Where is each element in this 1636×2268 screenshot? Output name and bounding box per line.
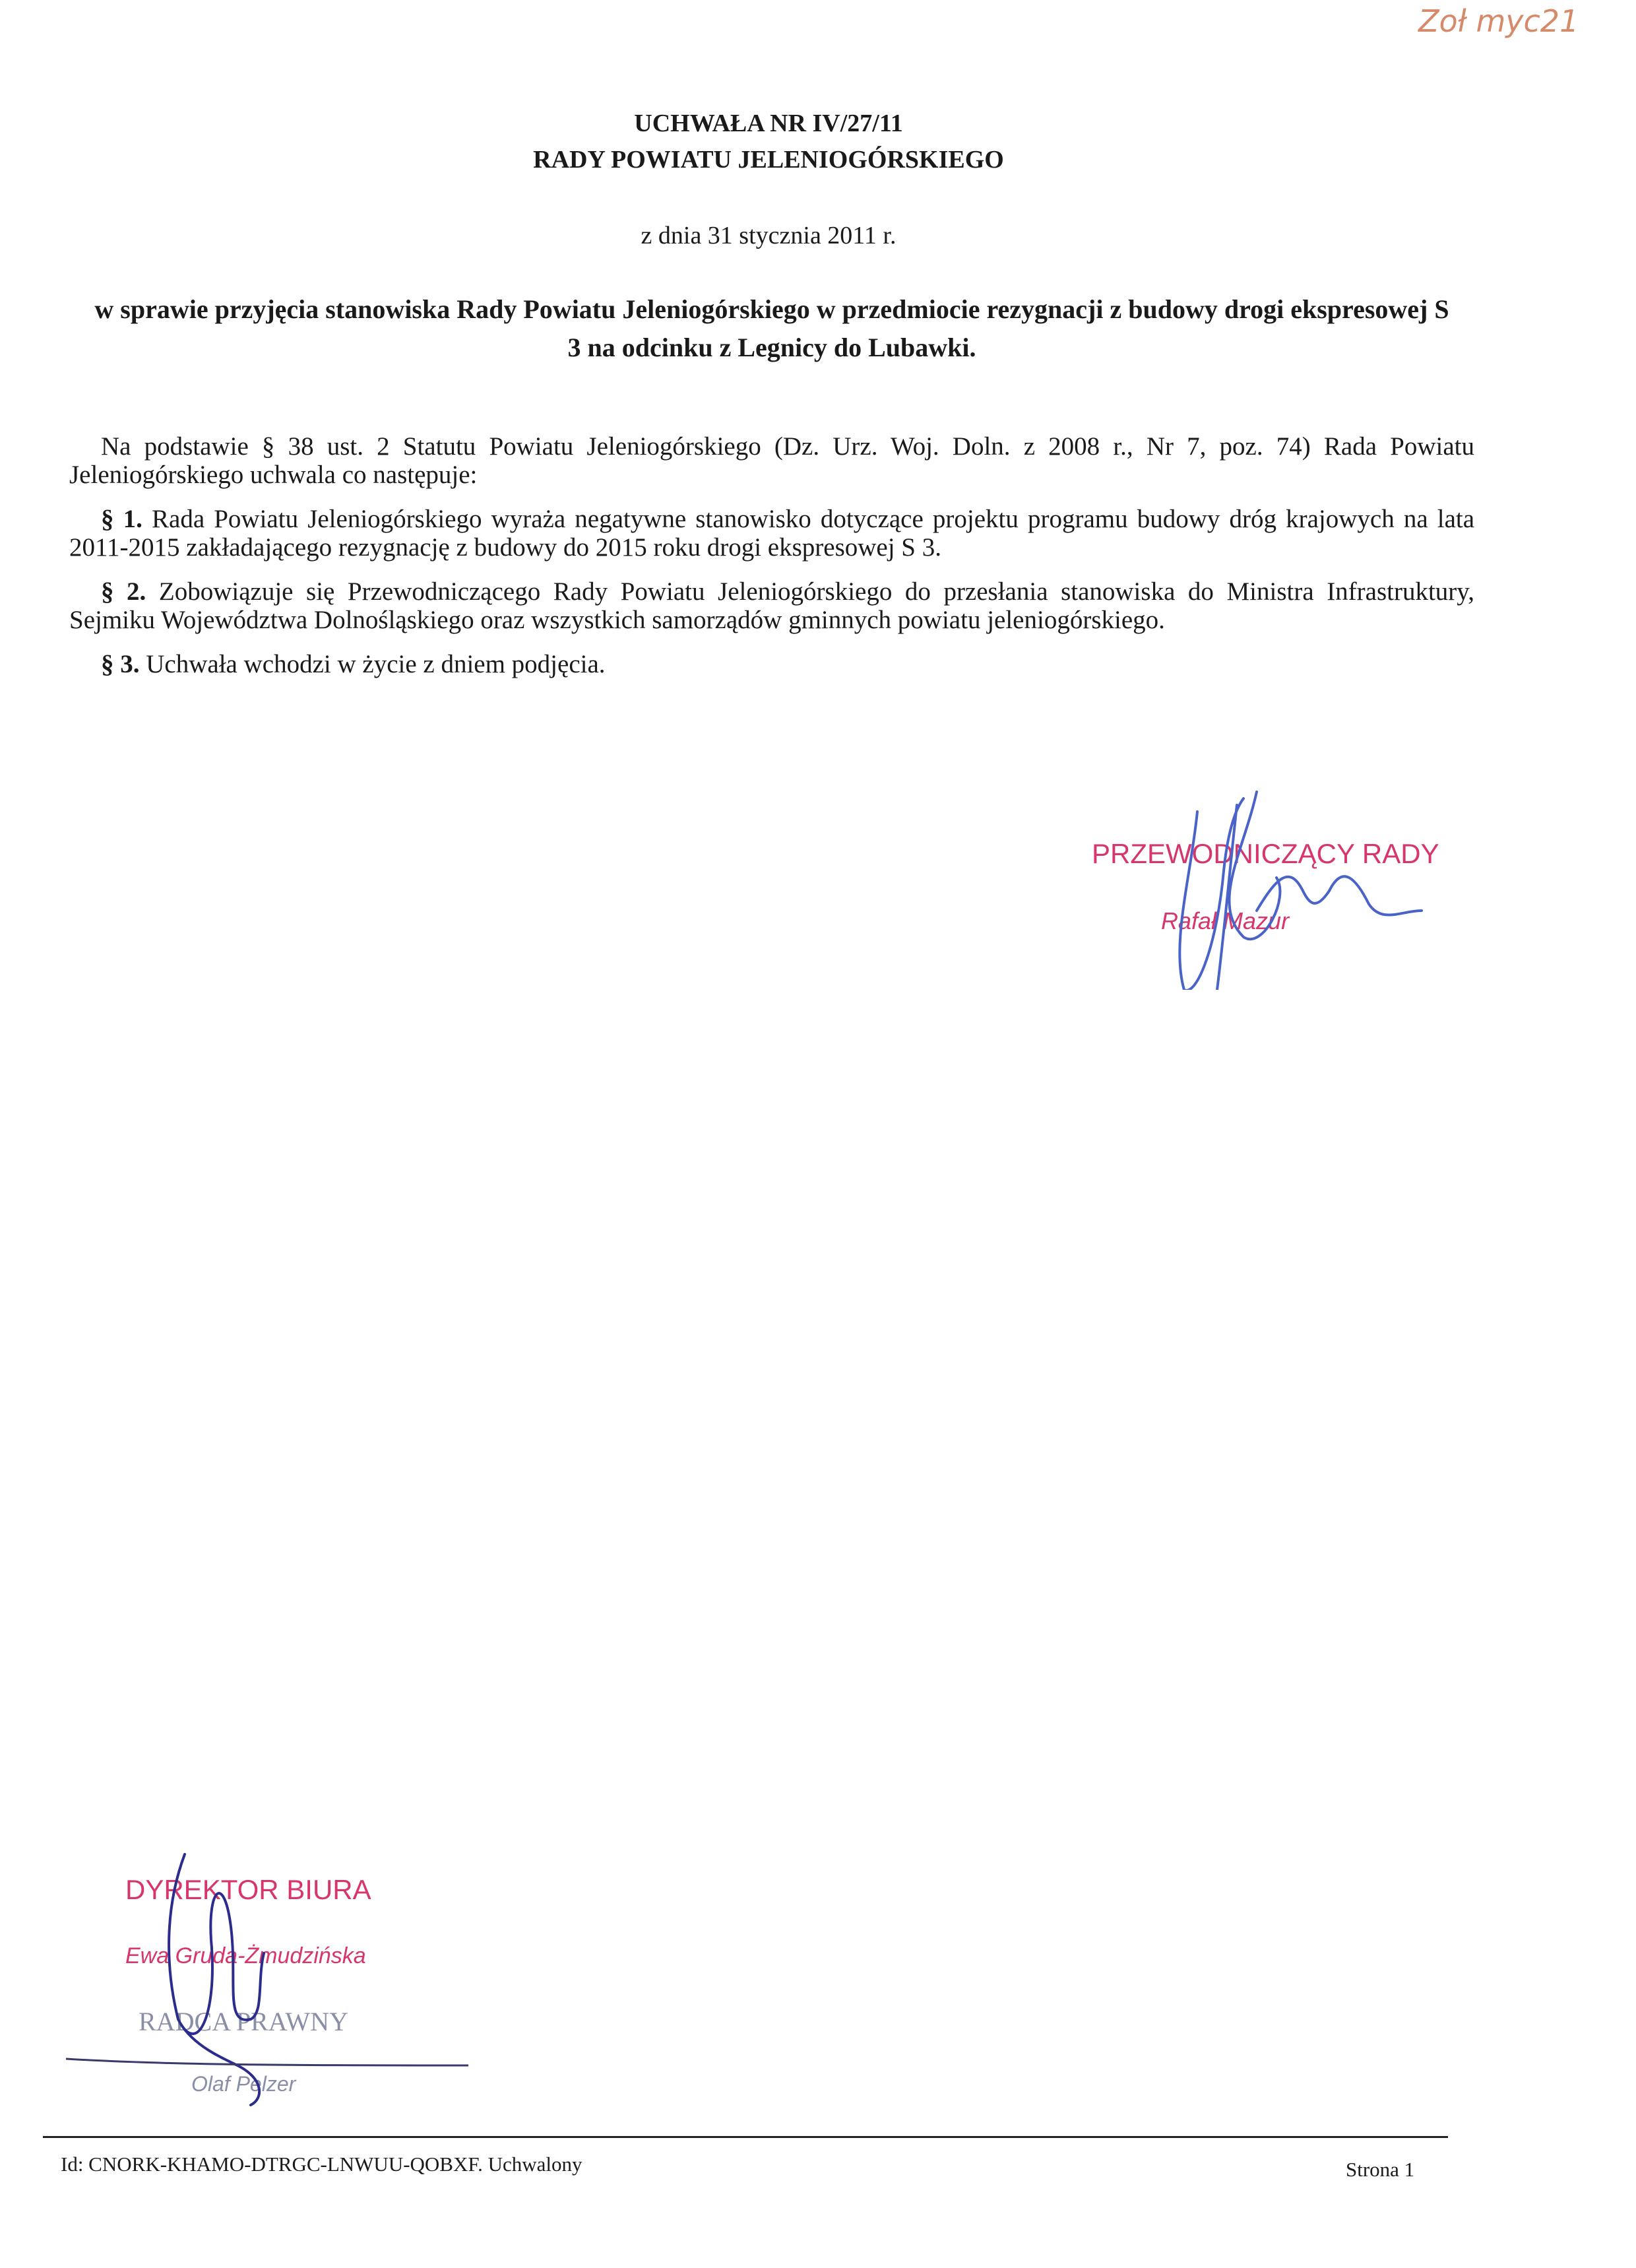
section-1-label: § 1. <box>101 505 142 533</box>
section-1-text: Rada Powiatu Jeleniogórskiego wyraża negatywne stanowisko dotyczące projektu programu budowy dróg krajowych na lata 2011-2015 zakładającego rezygnację z budowy do 2015 roku drogi ekspresowej S 3. <box>69 505 1475 562</box>
director-signature <box>66 1848 488 2112</box>
chairman-stamp-name: Rafał Mazur <box>1161 907 1290 934</box>
legal-stamp-title: RADCA PRAWNY <box>139 2007 348 2036</box>
footer-divider <box>43 2136 1448 2138</box>
page-number: Strona 1 <box>1346 2158 1415 2181</box>
chairman-signature <box>1092 772 1461 990</box>
director-stamp <box>66 1848 488 2112</box>
resolution-body <box>69 432 1474 694</box>
section-3-label: § 3. <box>101 650 140 678</box>
section-3-text: Uchwała wchodzi w życie z dniem podjęcia. <box>146 650 606 678</box>
director-stamp-title: DYREKTOR BIURA <box>125 1874 371 1905</box>
legal-stamp-name: Olaf Pelzer <box>191 2072 296 2096</box>
section-1 <box>69 505 1474 562</box>
resolution-subject: w sprawie przyjęcia stanowiska Rady Powiatu Jeleniogórskiego w przedmiocie rezygnacji z budowy drogi ekspresowej S 3 na odcinku z Legnicy do Lubawki. <box>94 294 1449 362</box>
section-2-text: Zobowiązuje się Przewodniczącego Rady Powiatu Jeleniogórskiego do przesłania stanowiska do Ministra Infrastruktury, Sejmiku Województwa Dolnośląskiego oraz wszystkich samorządów gminnych powiatu jeleniogórskiego. <box>69 577 1475 634</box>
document-id: Id: CNORK-KHAMO-DTRGC-LNWUU-QOBXF. Uchwalony <box>61 2153 582 2176</box>
section-3 <box>69 650 1474 678</box>
resolution-title: UCHWAŁA NR IV/27/11 <box>634 110 903 137</box>
section-2 <box>69 577 1474 634</box>
director-stamp-name: Ewa Gruda-Żmudzińska <box>125 1943 366 1968</box>
legal-basis: Na podstawie § 38 ust. 2 Statutu Powiatu Jeleniogórskiego (Dz. Urz. Woj. Doln. z 2008 r., Nr 7, poz. 74) Rada Powiatu Jeleniogórskiego uchwala co następuje: <box>69 432 1474 489</box>
chairman-stamp <box>1092 825 1461 1043</box>
council-name: RADY POWIATU JELENIOGÓRSKIEGO <box>533 146 1004 174</box>
section-2-label: § 2. <box>101 577 146 606</box>
resolution-date: z dnia 31 stycznia 2011 r. <box>641 222 897 249</box>
chairman-stamp-title: PRZEWODNICZĄCY RADY <box>1092 838 1439 869</box>
handwritten-note: Zoł myc21 <box>1418 3 1579 39</box>
